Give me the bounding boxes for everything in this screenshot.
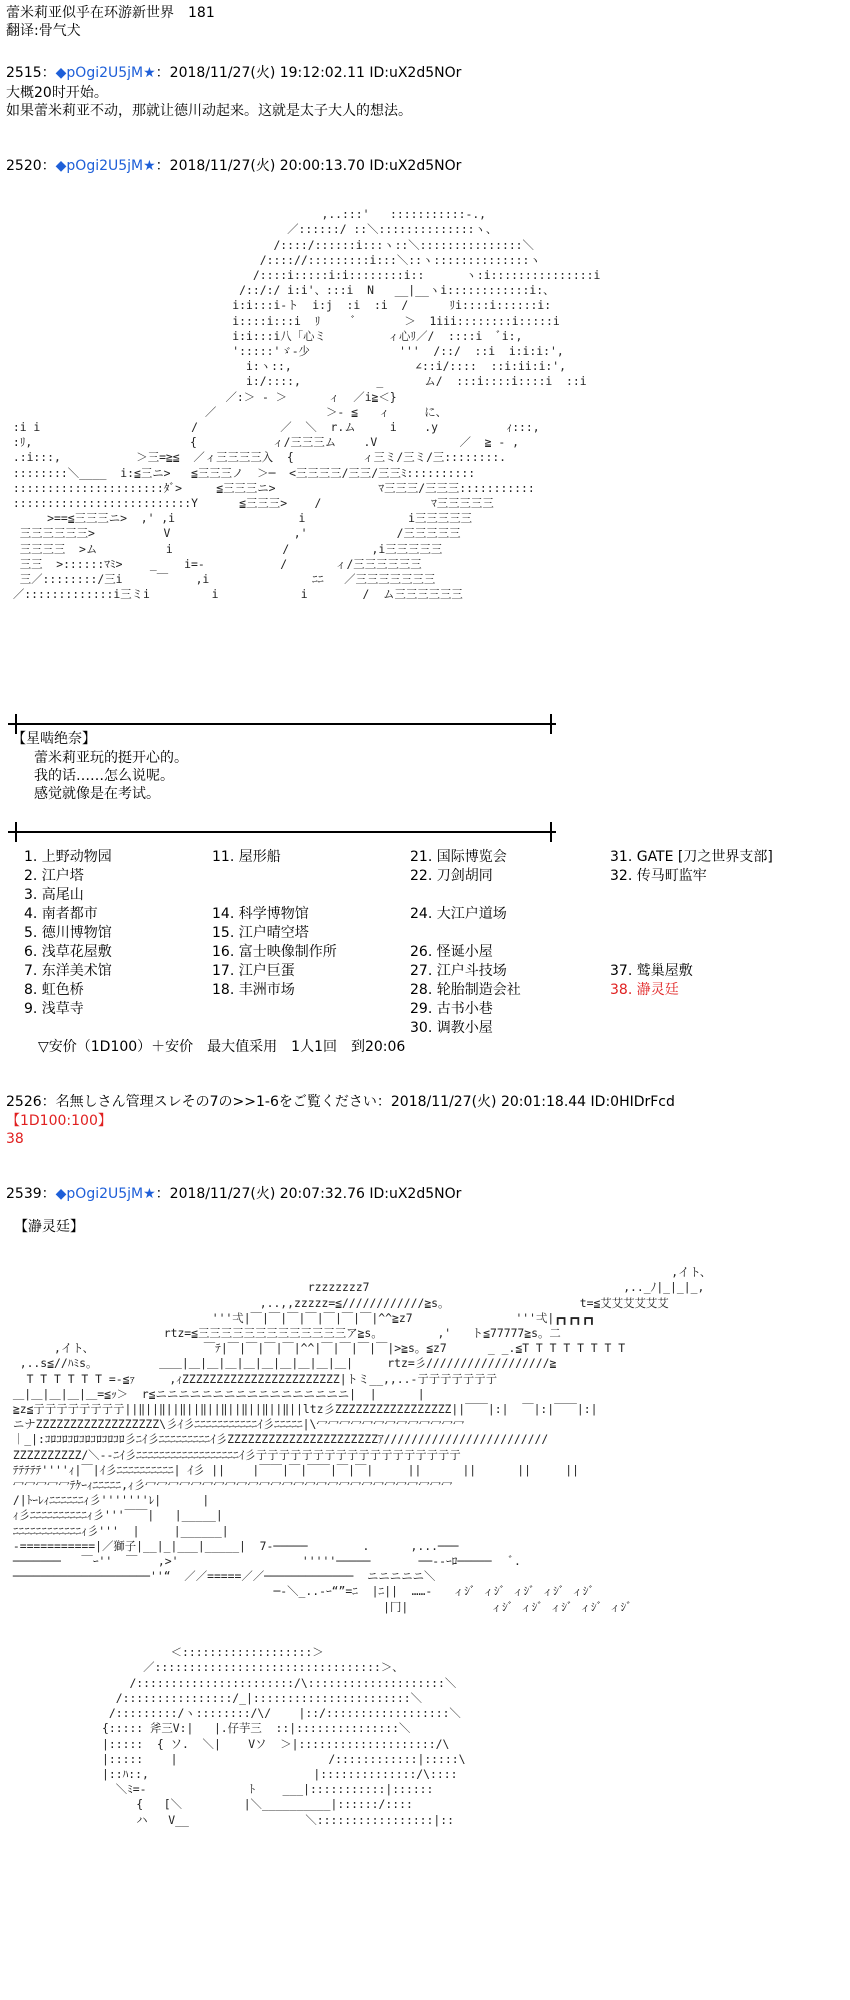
instruction-text: ▽安价（1D100）＋安价 最大值采用 1人1回 到20:06 xyxy=(38,1039,406,1055)
options-col-1 xyxy=(24,848,112,1019)
option-item: 5. 德川博物馆 xyxy=(24,925,112,941)
option-item: 1. 上野动物园 xyxy=(24,849,112,865)
option-item xyxy=(610,886,773,905)
divider xyxy=(8,723,556,725)
scene-heading: 【瀞灵廷】 xyxy=(14,1219,84,1235)
option-item: 7. 东洋美术馆 xyxy=(24,963,112,979)
speech-line: 我的话……怎么说呢。 xyxy=(34,768,174,784)
option-item xyxy=(610,905,773,924)
divider-cap xyxy=(550,822,552,842)
option-item: 22. 刀剑胡同 xyxy=(410,868,493,884)
speaker-name: 【星啮绝奈】 xyxy=(12,731,96,747)
option-item: 37. 鹫巢屋敷 xyxy=(610,963,693,979)
post-meta: ：2018/11/27(火) 20:07:32.76 ID:uX2d5NOr xyxy=(155,1186,462,1202)
option-item: 31. GATE [刀之世界支部] xyxy=(610,849,773,865)
options-col-2 xyxy=(212,848,337,1019)
option-item xyxy=(212,867,337,886)
divider-cap xyxy=(550,714,552,734)
page-title: 蕾米莉亚似乎在环游新世界 181 xyxy=(6,5,215,21)
options-list xyxy=(0,848,850,1048)
dice-roll: 【1D100:100】 xyxy=(6,1113,112,1129)
option-item: 29. 古书小巷 xyxy=(410,1001,493,1017)
option-item: 28. 轮胎制造会社 xyxy=(410,982,521,998)
post-number[interactable]: 2539 xyxy=(6,1186,42,1202)
post-header xyxy=(6,64,461,82)
option-item-selected: 38. 瀞灵廷 xyxy=(610,982,679,998)
ascii-art-character: ,..:::' :::::::::::-., ／::::::/ ::＼::::::::::::::ヽ、 /::::/::::::i:::ヽ::＼:::::::::::::::＼ /:::://:::::::::i:::＼::ヽ::::::::::::::ヽ /::::i:::::i:i::::::::i:: ヽ:i:::::::::::::::i /::/:/ i:i'、:::i N __|__ヽi::::::::::::i:、 i:i:::i-ト i:j :i :i / ﾘi::::i::::::i: i::::i:::i ﾘ ﾞ ＞ 1iii::::::::i:::::i i:i:::i八「心ミ ィ心ﾘ／/ ::::i ﾞi:, ':::::'ゞ-少 ''' /::/ ::i i:i:i:', i:ヽ::, ∠::i/:::: ::i:ii:i:', i:/::::, _ ム/ :::i::::i::::i ::i ／:＞ - ＞ ィ ／i≧＜} ／ ＞- ≦ ィ に、 :i i / ／ ＼ r.ム i .y ｨ:::, :ﾘ, { ィ/三三三ム .V ／ ≧ - , .:i:::, ＞三=≧≦ ／ィ三三三三入 { ィ三ミ/三ミ/三::::::::. ::::::::＼____ i:≦三ニ> ≦三三三ノ ＞─ <三三三三/三三/三三ﾐ:::::::::: ::::::::::::::::::::::ﾀﾞ> ≦三三三ニ> ﾏ三三三/三三三::::::::::: ::::::::::::::::::::::::::Y ≦三三三> / ﾏ三三三三三 >==≦三三三ニ> ,' ,i i i三三三三三 三三三三三三> V ,' /三三三三三 三三三三 >ム i / ,i三三三三三 三三 >::::::ﾏﾐ> _ i=- / ィ/三三三三三三 三／::::::::/三i ￣ ,i ﾆﾆ ／三三三三三三三 ／:::::::::::::i三ミi i i / ム三三三三三三 xyxy=(12,207,601,602)
post-author[interactable]: ◆pOgi2U5jM★ xyxy=(55,158,156,174)
option-item: 17. 江户巨蛋 xyxy=(212,963,295,979)
option-item: 4. 南者都市 xyxy=(24,906,98,922)
post-text-line: 如果蕾米莉亚不动，那就让德川动起来。这就是太子大人的想法。 xyxy=(6,103,412,119)
option-item: 30. 调教小屋 xyxy=(410,1020,493,1036)
divider xyxy=(8,831,556,833)
option-item: 6. 浅草花屋敷 xyxy=(24,944,112,960)
separator: ： xyxy=(41,1186,56,1202)
separator: ： xyxy=(41,158,56,174)
options-col-4 xyxy=(610,848,773,1000)
option-item: 21. 国际博览会 xyxy=(410,849,507,865)
post-text-line: 大概20时开始。 xyxy=(6,85,108,101)
post-meta: ：2018/11/27(火) 20:00:13.70 ID:uX2d5NOr xyxy=(155,158,462,174)
dice-result: 38 xyxy=(6,1131,24,1147)
post-author: 名無しさん管理スレその7の>>1-6をご覧ください xyxy=(55,1094,377,1110)
option-item xyxy=(212,1000,337,1019)
option-item: 32. 传马町监牢 xyxy=(610,868,707,884)
translator-credit: 翻译:骨气犬 xyxy=(6,23,81,39)
options-col-3 xyxy=(410,848,521,1038)
option-item: 15. 江户晴空塔 xyxy=(212,925,309,941)
option-item: 24. 大江户道场 xyxy=(410,906,507,922)
post-number[interactable]: 2520 xyxy=(6,158,42,174)
post-meta: ：2018/11/27(火) 19:12:02.11 ID:uX2d5NOr xyxy=(155,65,462,81)
option-item xyxy=(212,886,337,905)
post-header xyxy=(6,1185,461,1203)
option-item xyxy=(610,924,773,943)
option-item: 27. 江户斗技场 xyxy=(410,963,507,979)
divider-cap xyxy=(15,822,17,842)
separator: ： xyxy=(41,65,56,81)
option-item xyxy=(410,924,521,943)
speech-line: 蕾米莉亚玩的挺开心的。 xyxy=(34,750,188,766)
option-item: 26. 怪诞小屋 xyxy=(410,944,493,960)
option-item: 18. 丰洲市场 xyxy=(212,982,295,998)
post-meta: ：2018/11/27(火) 20:01:18.44 ID:0HIDrFcd xyxy=(376,1094,675,1110)
separator: ： xyxy=(41,1094,56,1110)
option-item xyxy=(610,943,773,962)
option-item xyxy=(410,886,521,905)
option-item: 16. 富士映像制作所 xyxy=(212,944,337,960)
post-author[interactable]: ◆pOgi2U5jM★ xyxy=(55,65,156,81)
post-header xyxy=(6,157,461,175)
post-header xyxy=(6,1093,675,1111)
post-number[interactable]: 2515 xyxy=(6,65,42,81)
option-item: 11. 屋形船 xyxy=(212,849,281,865)
post-author[interactable]: ◆pOgi2U5jM★ xyxy=(55,1186,156,1202)
post-number[interactable]: 2526 xyxy=(6,1094,42,1110)
option-item: 3. 高尾山 xyxy=(24,887,84,903)
option-item: 2. 江户塔 xyxy=(24,868,84,884)
speech-line: 感觉就像是在考试。 xyxy=(34,786,160,802)
option-item: 8. 虹色桥 xyxy=(24,982,84,998)
ascii-art-scenery: ,イト、 rzzzzzzz7 ,.._ﾉ|_|_|_, ,..,,zzzzz=≦////////////≧s。 t=≦艾艾艾艾艾艾 '''弌|￣|￣|￣|￣|￣|￣|￣|^^≧z7 '''弌|┏┓┏┓┏┓ rtz=≦三三三三三三三三三三三三三ア≧s。 ,' ト≦77777≧s。二 ,イト、 ￣ﾃ|￣|￣|￣|￣|^^|￣|￣|￣|￣|>≧s。≦z7 _ _.≦T T T T T T T T ,..s≦//ﾊﾐs。 ＿＿|＿|＿|＿|＿|＿|＿|＿|＿|＿| rtz=彡//////////////////≧ T T T T T T =-≦ｧ ,ｨZZZZZZZZZZZZZZZZZZZZZZZ|トミ__,,..-亍亍亍亍亍亍亍 ＿|＿|＿|＿|＿=≦ｯ＞ r≦ニニニニニニニニニニニニニニニニニ| | | ≧z≦亍亍亍亍亍亍亍亍||‖||‖||‖||‖||‖||‖||‖||‖||ltz彡ZZZZZZZZZZZZZZZZZ||￣￣|:| ￣|:|￣￣|:| ニナZZZZZZZZZZZZZZZZZZ\彡ｲ彡ﾆﾆﾆﾆﾆﾆﾆﾆﾆﾆﾆｲ彡ﾆﾆﾆﾆﾆ|\冖冖冖冖冖冖冖冖冖冖冖冖冖 ｜_|:ｺﾛｺﾛｺﾛｺﾛｺﾛｺﾛｺﾛ彡ﾆｲ彡ﾆﾆﾆﾆﾆﾆﾆﾆﾆｲ彡ZZZZZZZZZZZZZZZZZZZZZZｱ//////////////////////// ZZZZZZZZZZ/＼-‐ﾆｲ彡ﾆﾆﾆﾆﾆﾆﾆﾆﾆﾆﾆﾆﾆﾆﾆﾆﾆﾆｲ彡亍亍亍亍亍亍亍亍亍亍亍亍亍亍亍亍亍亍 ﾃﾃﾃﾃﾃ''''ｨ|￣|ｲ彡ﾆﾆﾆﾆﾆﾆﾆﾆﾆﾆ| ｲ彡 || |￣￣|￣|￣￣|￣|￣| || || || || 冖冖冖冖冖ﾃｹｰｨﾆﾆﾆﾆﾆ,ｨ彡冖冖冖冖冖冖冖冖冖冖冖冖冖冖冖冖冖冖冖冖冖冖冖冖冖冖冖 /|ﾄｰﾚｨﾆﾆﾆﾆﾆﾆｨ彡'''''''ﾚ| | ｨ彡ﾆﾆﾆﾆﾆﾆﾆﾆﾆﾆｨ彡'''￣￣| |_____| ﾆﾆﾆﾆﾆﾆﾆﾆﾆﾆﾆﾆｨ彡''' | |______| -===========|／獅子|__|_|___|_____| 7-───── . ,...─── ─────── ￣ｰ'' ￣ ,>' '''''───── ──--ｰﾛ───── ﾞ. ────────────────────''“ ／／=====／／───────────── ニニニニニ＼ ─-＼_..-ｰ“”=ﾆ |ﾆ|| ……- ィｼﾞ ィｼﾞ ィｼﾞ ィｼﾞ ィｼﾞ |冂| ィｼﾞ ィｼﾞ ィｼﾞ ィｼﾞ ィｼﾞ ＜:::::::::::::::::::＞ ／:::::::::::::::::::::::::::::::::＞、 /:::::::::::::::::::::::/\::::::::::::::::::::＼ /::::::::::::::::/_|:::::::::::::::::::::::＼ /:::::::::/ヽ::::::::/\/ |::/::::::::::::::::::＼ {::::: 斧三V:| |.仔芋三 ::|:::::::::::::::＼ |::::: { ソ. ＼| Vソ ＞|::::::::::::::::::::/\ |::::: | /::::::::::::|:::::\ |::ﾊ::, |::::::::::::::/\:::: ＼ﾐ=- ﾄ ___|:::::::::::|:::::: { [＼ |＼__________|::::::/:::: ハ V__ ＼:::::::::::::::::|:: xyxy=(12,1265,712,1827)
option-item: 9. 浅草寺 xyxy=(24,1001,84,1017)
option-item: 14. 科学博物馆 xyxy=(212,906,309,922)
